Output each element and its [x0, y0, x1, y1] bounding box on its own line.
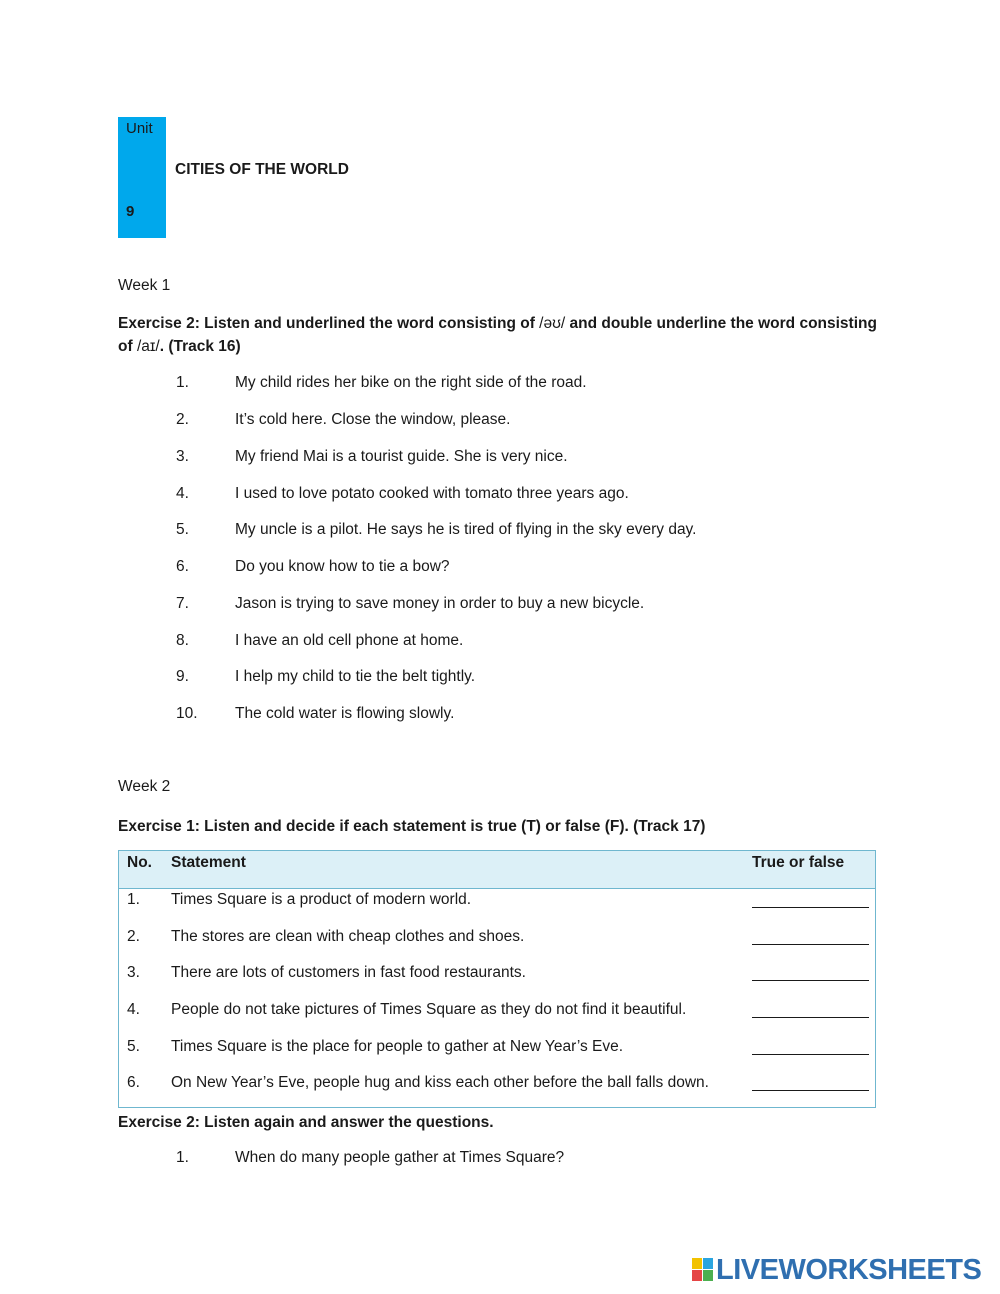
header-statement: Statement	[171, 854, 246, 871]
table-row	[119, 964, 875, 988]
ipa-ai: /aɪ/	[136, 338, 160, 355]
list-item	[0, 411, 1000, 433]
unit-label: Unit	[126, 120, 153, 137]
item-text[interactable]: I used to love potato cooked with tomato three years ago.	[235, 485, 629, 502]
logo-text: LIVEWORKSHEETS	[716, 1253, 982, 1286]
table-row	[119, 1001, 875, 1025]
heading-part: and double underline the word consisting of	[118, 315, 877, 355]
week1-exercise2-heading	[118, 312, 888, 358]
item-number: 6.	[176, 558, 189, 575]
item-text[interactable]: My uncle is a pilot. He says he is tired of flying in the sky every day.	[235, 521, 697, 538]
item-text[interactable]: The cold water is flowing slowly.	[235, 705, 455, 722]
table-row	[119, 928, 875, 952]
table-row	[119, 891, 875, 915]
week-2-label: Week 2	[118, 778, 171, 795]
item-number: 10.	[176, 705, 198, 722]
unit-badge	[118, 117, 166, 238]
answer-blank[interactable]	[752, 1038, 869, 1055]
item-number: 2.	[176, 411, 189, 428]
row-number: 4.	[127, 1001, 140, 1018]
answer-blank[interactable]	[752, 891, 869, 908]
heading-part: . (Track 16)	[159, 338, 241, 355]
answer-blank[interactable]	[752, 928, 869, 945]
list-item	[0, 1149, 1000, 1171]
header-true-false: True or false	[752, 854, 845, 871]
header-no: No.	[127, 854, 152, 871]
table-row	[119, 1074, 875, 1098]
item-text[interactable]: My child rides her bike on the right side of the road.	[235, 374, 587, 391]
row-number: 2.	[127, 928, 140, 945]
item-number: 1.	[176, 1149, 189, 1166]
heading-part: Exercise 2: Listen and underlined the word consisting of	[118, 315, 540, 332]
list-item	[0, 448, 1000, 470]
table-header	[119, 851, 875, 889]
week2-exercise2-heading: Exercise 2: Listen again and answer the questions.	[118, 1114, 494, 1131]
item-text[interactable]: I help my child to tie the belt tightly.	[235, 668, 476, 685]
logo-blocks-icon	[692, 1258, 714, 1282]
row-statement: There are lots of customers in fast food restaurants.	[171, 964, 526, 981]
item-number: 4.	[176, 485, 189, 502]
item-text: When do many people gather at Times Square?	[235, 1149, 565, 1166]
answer-blank[interactable]	[752, 1001, 869, 1018]
item-number: 9.	[176, 668, 189, 685]
row-number: 1.	[127, 891, 140, 908]
item-number: 1.	[176, 374, 189, 391]
item-number: 8.	[176, 632, 189, 649]
week2-exercise1-heading: Exercise 1: Listen and decide if each statement is true (T) or false (F). (Track 17)	[118, 818, 706, 835]
list-item	[0, 595, 1000, 617]
table-row	[119, 1038, 875, 1062]
row-statement: Times Square is the place for people to gather at New Year’s Eve.	[171, 1038, 624, 1055]
item-number: 7.	[176, 595, 189, 612]
item-text[interactable]: Jason is trying to save money in order to buy a new bicycle.	[235, 595, 645, 612]
list-item	[0, 558, 1000, 580]
item-text[interactable]: My friend Mai is a tourist guide. She is very nice.	[235, 448, 568, 465]
true-false-table	[118, 850, 876, 1108]
item-text[interactable]: I have an old cell phone at home.	[235, 632, 464, 649]
week-1-label: Week 1	[118, 277, 171, 294]
row-number: 3.	[127, 964, 140, 981]
list-item	[0, 668, 1000, 690]
item-text[interactable]: Do you know how to tie a bow?	[235, 558, 450, 575]
row-statement: People do not take pictures of Times Square as they do not find it beautiful.	[171, 1001, 687, 1018]
unit-title: CITIES OF THE WORLD	[175, 161, 349, 178]
list-item	[0, 705, 1000, 727]
row-number: 6.	[127, 1074, 140, 1091]
item-text[interactable]: It’s cold here. Close the window, please.	[235, 411, 511, 428]
item-number: 5.	[176, 521, 189, 538]
ipa-ou: /əʊ/	[539, 315, 566, 332]
row-statement: The stores are clean with cheap clothes and shoes.	[171, 928, 525, 945]
row-number: 5.	[127, 1038, 140, 1055]
row-statement: Times Square is a product of modern world.	[171, 891, 472, 908]
list-item	[0, 485, 1000, 507]
list-item	[0, 632, 1000, 654]
answer-blank[interactable]	[752, 1074, 869, 1091]
answer-blank[interactable]	[752, 964, 869, 981]
list-item	[0, 521, 1000, 543]
liveworksheets-logo	[692, 1255, 981, 1285]
list-item	[0, 374, 1000, 396]
row-statement: On New Year’s Eve, people hug and kiss each other before the ball falls down.	[171, 1074, 709, 1091]
item-number: 3.	[176, 448, 189, 465]
unit-number: 9	[126, 203, 135, 220]
